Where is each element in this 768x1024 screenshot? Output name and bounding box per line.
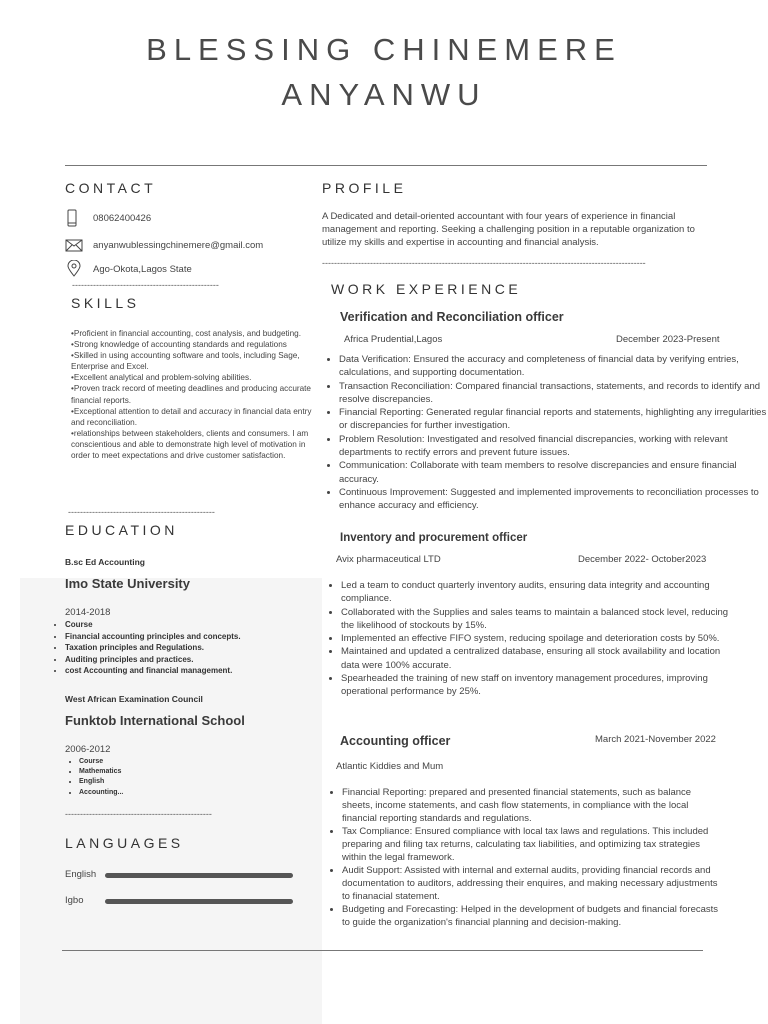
- job-duties-list: [328, 579, 733, 699]
- list-item: • Financial Reporting: Generated regular financial reports and statements, highlighting any irregularities or discrepancies for further investigation.: [339, 406, 768, 433]
- list-item: • Course: [65, 619, 325, 631]
- list-item: • Data Verification: Ensured the accuracy and completeness of financial data by verifying entries, calculations, and supporting documentation.: [339, 353, 768, 380]
- job-title: Accounting officer: [340, 734, 451, 748]
- list-item: • Mathematics: [79, 767, 279, 777]
- profile-text: A Dedicated and detail-oriented accountant with four years of experience in financial management and reporting. Seeking a challenging position in a reputable organization to utilize my skills and expertise in accounting and financial analysis.: [322, 211, 695, 248]
- education-years: 2014-2018: [65, 607, 111, 618]
- language-level-bar: [105, 873, 293, 878]
- education-course-list: [65, 757, 279, 798]
- job-company: Atlantic Kiddies and Mum: [336, 761, 444, 772]
- work-experience-heading: WORK EXPERIENCE: [331, 281, 522, 297]
- job-dates: December 2023-Present: [616, 334, 720, 345]
- list-item: • Maintained and updated a centralized database, ensuring all stock availability and location data were 100% accurate.: [341, 645, 733, 672]
- education-degree: West African Examination Council: [65, 694, 203, 704]
- contact-heading: CONTACT: [65, 180, 157, 196]
- list-item: • Course: [79, 757, 279, 767]
- job-company: Africa Prudential,Lagos: [344, 334, 443, 345]
- skills-divider: -------------------------------------------------: [68, 507, 215, 517]
- list-item: • Financial accounting principles and concepts.: [65, 631, 325, 643]
- list-item: • Implemented an effective FIFO system, reducing spoilage and deterioration costs by 50%.: [341, 632, 733, 645]
- education-divider: -------------------------------------------------: [65, 809, 212, 819]
- footer-divider: [62, 950, 703, 951]
- list-item: • Spearheaded the training of new staff on inventory management procedures, improving operational performance by 25%.: [341, 672, 733, 699]
- education-school: Funktob International School: [65, 713, 245, 728]
- list-item: • Collaborated with the Supplies and sales teams to maintain a balanced stock level, reducing the likelihood of stockouts by 15%.: [341, 606, 733, 633]
- name-second-line: ANYANWU: [281, 77, 487, 112]
- skills-text: •Proficient in financial accounting, cost analysis, and budgeting. •Strong knowledge of accounting standards and regulations •Skilled in using accounting software and tools, including Sage, Enterprise and Excel. •Excellent analytical and problem-solving abilities. •Proven track record of meeting deadlines and producing accurate financial reports. •Exceptional attention to detail and accuracy in financial data entry and reconciliation. •relationships between stakeholders, clients and consumers. I am conscientious and able to demonstrate high level of motivation in order to meet expectations and drive customer satisfaction.: [71, 329, 312, 461]
- contact-location: Ago-Okota,Lagos State: [93, 264, 192, 275]
- mail-icon: [65, 239, 83, 252]
- list-item: • Audit Support: Assisted with internal and external audits, providing financial records and documentation to auditors, addressing their enquires, and making necessary adjustments to finanacial statement.: [342, 864, 724, 903]
- education-course-list: [51, 619, 325, 677]
- languages-heading: LANGUAGES: [65, 835, 184, 851]
- list-item: • Communication: Collaborate with team members to resolve discrepancies and ensure financial accuracy.: [339, 459, 768, 486]
- language-level-bar: [105, 899, 293, 904]
- education-heading: EDUCATION: [65, 522, 178, 538]
- list-item: • Budgeting and Forecasting: Helped in the development of budgets and financial forecasts to guide the organization's financial planning and decision-making.: [342, 903, 724, 929]
- job-dates: March 2021-November 2022: [595, 734, 716, 745]
- phone-icon: [66, 209, 78, 227]
- skills-heading: SKILLS: [71, 295, 140, 311]
- list-item: • Accounting...: [79, 788, 279, 798]
- list-item: • Taxation principles and Regulations.: [65, 642, 325, 654]
- job-title: Verification and Reconciliation officer: [340, 310, 564, 324]
- contact-phone[interactable]: 08062400426: [93, 213, 152, 224]
- job-duties-list: [326, 353, 768, 513]
- job-dates: December 2022- October2023: [578, 554, 707, 565]
- language-name: Igbo: [65, 895, 84, 906]
- job-company: Avix pharmaceutical LTD: [336, 554, 441, 565]
- profile-divider: ------------------------------------------------------------------------------------------------------------: [322, 258, 646, 268]
- language-name: English: [65, 869, 97, 880]
- list-item: • Transaction Reconciliation: Compared financial transactions, statements, and records to identify and resolve discrepancies.: [339, 380, 768, 407]
- list-item: • Continuous Improvement: Suggested and implemented improvements to reconciliation processes to enhance accuracy and efficiency.: [339, 486, 768, 513]
- contact-divider: -------------------------------------------------: [72, 280, 219, 290]
- education-school: Imo State University: [65, 576, 190, 591]
- list-item: • Tax Compliance: Ensured compliance with local tax laws and regulations. This included preparing and filing tax returns, calculating tax liabilities, and optimizing tax strategies within the legal framework.: [342, 825, 724, 864]
- list-item: • Auditing principles and practices.: [65, 654, 325, 666]
- location-pin-icon: [67, 260, 81, 277]
- job-title: Inventory and procurement officer: [340, 532, 528, 544]
- education-degree: B.sc Ed Accounting: [65, 557, 145, 567]
- education-years: 2006-2012: [65, 744, 111, 755]
- name-first-line: BLESSING CHINEMERE: [146, 32, 622, 67]
- job-duties-list: [329, 786, 724, 929]
- profile-heading: PROFILE: [322, 180, 407, 196]
- list-item: • cost Accounting and financial management.: [65, 665, 325, 677]
- contact-email[interactable]: anyanwublessingchinemere@gmail.com: [93, 240, 264, 251]
- list-item: • English: [79, 777, 279, 787]
- list-item: • Financial Reporting: prepared and presented financial statements, such as balance sheets, income statements, and cash flow statements, in compliance with the local financial reporting standards and regulations.: [342, 786, 724, 825]
- list-item: • Problem Resolution: Investigated and resolved financial discrepancies, working with relevant departments to rectify errors and prevent future issues.: [339, 433, 768, 460]
- header-divider: [65, 165, 707, 166]
- list-item: • Led a team to conduct quarterly inventory audits, ensuring data integrity and accounting compliance.: [341, 579, 733, 606]
